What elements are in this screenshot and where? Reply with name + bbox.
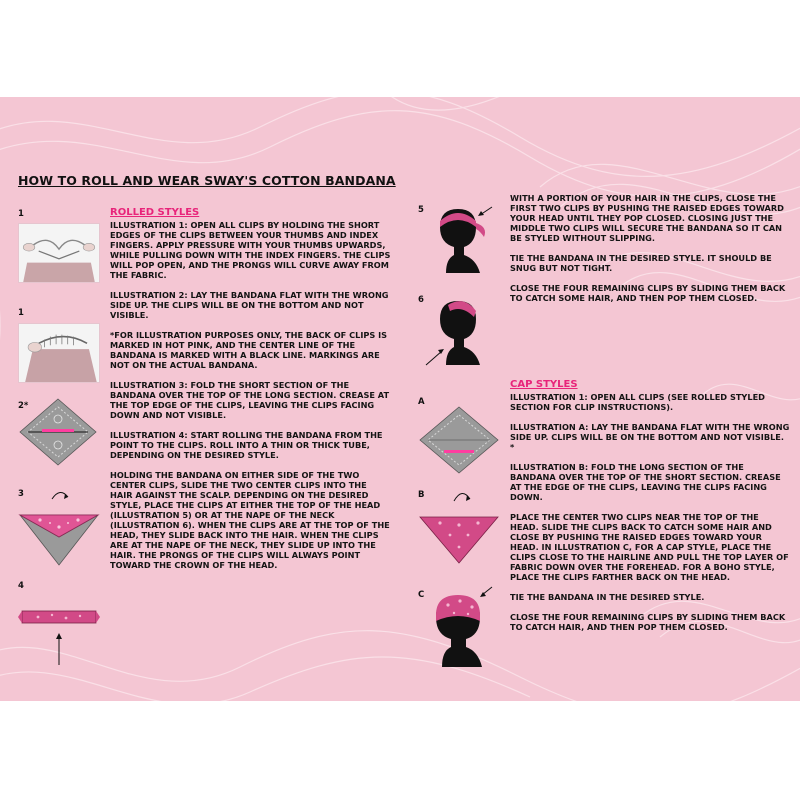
illustration-3-fold-over — [18, 485, 100, 571]
instruction-paragraph: WITH A PORTION OF YOUR HAIR IN THE CLIPS, CLOSE THE FIRST TWO CLIPS BY PUSHING THE RAISED EDGES TOWARD YOUR HEAD UNTIL THEY POP CLOSED. CLOSING JUST THE MIDDLE TWO CLIPS WILL SECURE THE BANDANA SO IT CAN BE STYLED WITHOUT SLIPPING. — [510, 193, 784, 243]
instruction-paragraph: PLACE THE CENTER TWO CLIPS NEAR THE TOP OF THE HEAD. SLIDE THE CLIPS BACK TO CATCH SOME HAIR AND CLOSE BY PUSHING THE RAISED EDGES TOWARD YOUR HEAD. IN ILLUSTRATION C, FOR A CAP STYLE, PLACE THE CLIPS CLOSE TO THE HAIRLINE AND PULL THE TOP LAYER OF FABRIC DOWN OVER THE FOREHEAD. FOR A BOHO STYLE, PLACE THE CLIPS FARTHER BACK ON THE HEAD. — [510, 512, 789, 582]
section-heading-rolled: ROLLED STYLES — [110, 207, 200, 218]
instruction-paragraph: TIE THE BANDANA IN THE DESIRED STYLE. IT SHOULD BE SNUG BUT NOT TIGHT. — [510, 253, 772, 273]
instruction-paragraph: ILLUSTRATION 1: OPEN ALL CLIPS (SEE ROLLED STYLED SECTION FOR CLIP INSTRUCTIONS). — [510, 392, 765, 412]
figure-label: 1 — [18, 209, 24, 219]
page-title: HOW TO ROLL AND WEAR SWAY'S COTTON BANDANA — [18, 173, 396, 188]
section-heading-cap: CAP STYLES — [510, 379, 578, 390]
illustration-1a-clip-open — [18, 223, 100, 283]
illustration-1b-clip-curve — [18, 323, 100, 383]
instruction-paragraph: *FOR ILLUSTRATION PURPOSES ONLY, THE BACK OF CLIPS IS MARKED IN HOT PINK, AND THE CENTER LINE OF THE BANDANA IS MARKED WITH A BLACK LINE. MARKINGS ARE NOT ON THE ACTUAL BANDANA. — [110, 330, 388, 370]
illustration-a-bandana-flat — [418, 405, 500, 475]
illustration-2-bandana-flat — [18, 397, 98, 467]
instruction-paragraph: TIE THE BANDANA IN THE DESIRED STYLE. — [510, 592, 705, 602]
illustration-c-cap-style — [418, 581, 500, 671]
instruction-paragraph: CLOSE THE FOUR REMAINING CLIPS BY SLIDING THEM BACK TO CATCH SOME HAIR, AND THEN POP THEM CLOSED. — [510, 283, 786, 303]
instruction-paragraph: ILLUSTRATION A: LAY THE BANDANA FLAT WITH THE WRONG SIDE UP. CLIPS WILL BE ON THE BOTTOM AND NOT VISIBLE. * — [510, 422, 790, 452]
instruction-paragraph: CLOSE THE FOUR REMAINING CLIPS BY SLIDING THEM BACK TO CATCH HAIR, AND THEN POP THEM CLOSED. — [510, 612, 786, 632]
instruction-sheet — [0, 97, 800, 701]
instruction-paragraph: ILLUSTRATION 2: LAY THE BANDANA FLAT WITH THE WRONG SIDE UP. THE CLIPS WILL BE ON THE BOTTOM AND NOT VISIBLE. — [110, 290, 389, 320]
instruction-paragraph: ILLUSTRATION 1: OPEN ALL CLIPS BY HOLDING THE SHORT EDGES OF THE CLIPS BETWEEN YOUR THUMBS AND INDEX FINGERS. APPLY PRESSURE WITH YOUR THUMBS UPWARDS, WHILE PULLING DOWN WITH THE INDEX FINGERS. THE CLIPS WILL POP OPEN, AND THE PRONGS WILL CURVE AWAY FROM THE FABRIC. — [110, 220, 391, 280]
figure-label: 3 — [18, 489, 24, 499]
figure-label: 1 — [18, 308, 24, 318]
figure-label: C — [418, 590, 425, 600]
illustration-6-nape — [418, 285, 500, 371]
figure-label: 6 — [418, 295, 424, 305]
figure-label: 5 — [418, 205, 424, 215]
figure-label: 4 — [18, 581, 24, 591]
figure-label: A — [418, 397, 425, 407]
illustration-b-fold-long — [418, 483, 500, 567]
illustration-5-head-top — [418, 197, 500, 279]
illustration-4-roll-tube — [18, 591, 100, 671]
figure-label: 2* — [18, 401, 29, 411]
instruction-paragraph: ILLUSTRATION 4: START ROLLING THE BANDANA FROM THE POINT TO THE CLIPS. ROLL INTO A THIN OR THICK TUBE, DEPENDING ON THE DESIRED STYLE. — [110, 430, 383, 460]
instruction-paragraph: ILLUSTRATION B: FOLD THE LONG SECTION OF THE BANDANA OVER THE TOP OF THE SHORT SECTION. CREASE AT THE EDGE OF THE CLIPS, LEAVING THE CLIPS FACING DOWN. — [510, 462, 781, 502]
continued-instructions — [510, 193, 790, 313]
instruction-paragraph: ILLUSTRATION 3: FOLD THE SHORT SECTION OF THE BANDANA OVER THE TOP OF THE LONG SECTION. CREASE AT THE TOP EDGE OF THE CLIPS, LEAVING THE CLIPS FACING DOWN AND NOT VISIBLE. — [110, 380, 390, 420]
rolled-styles-section — [110, 207, 392, 580]
instruction-paragraph: HOLDING THE BANDANA ON EITHER SIDE OF THE TWO CENTER CLIPS, SLIDE THE TWO CENTER CLIPS INTO THE HAIR AGAINST THE SCALP. DEPENDING ON THE DESIRED STYLE, PLACE THE CLIPS AT EITHER THE TOP OF THE HEAD (ILLUSTRATION 5) OR AT THE NAPE OF THE NECK (ILLUSTRATION 6). WHEN THE CLIPS ARE AT THE TOP OF THE HEAD, THEY SLIDE BACK INTO THE HAIR. WHEN THE CLIPS ARE AT THE NAPE OF THE NECK, THEY SLIDE UP INTO THE HAIR. THE PRONGS OF THE CLIPS WILL ALWAYS POINT TOWARD THE CROWN OF THE HEAD. — [110, 470, 390, 570]
cap-styles-section — [510, 379, 790, 642]
figure-label: B — [418, 490, 425, 500]
